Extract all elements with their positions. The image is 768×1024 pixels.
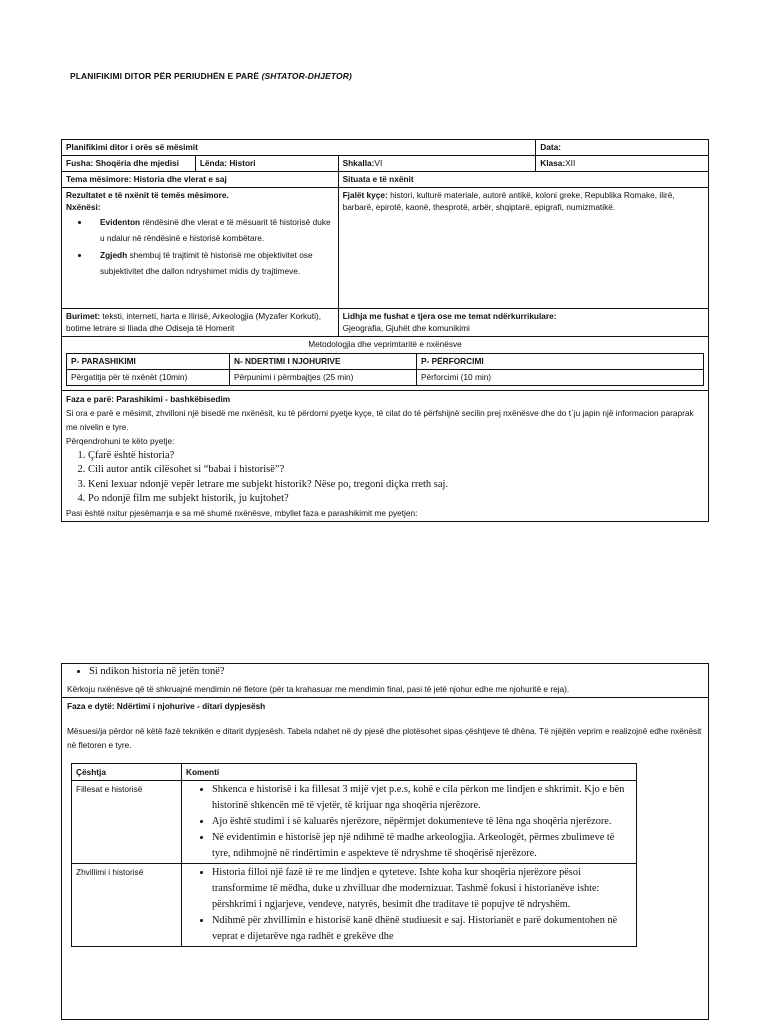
question5: • Si ndikon historia në jetën tonë? xyxy=(89,665,703,679)
issue-cell: Zhvillimi i historisë xyxy=(72,863,182,946)
continuation-table xyxy=(61,663,709,1020)
phase-title: N- NDERTIMI I NJOHURIVE xyxy=(230,354,417,370)
phase-desc: Përgatitja për të nxënët (10min) xyxy=(67,370,230,386)
fjalet-cell: Fjalët kyçe: histori, kulturë materiale, autorë antikë, koloni greke, Republika Romake, ilirë, barbarë, epirotë, kaonë, thesprotë, arbër, shqiptarë, epigrafi, numizmatikë. xyxy=(338,187,708,308)
tema-cell: Tema mësimore: Historia dhe vlerat e saj xyxy=(62,171,339,187)
questions-list xyxy=(66,449,704,506)
comment-cell xyxy=(182,781,637,864)
lenda-cell: Lënda: Histori xyxy=(195,155,338,171)
result-item: • Evidenton rëndësinë dhe vlerat e të mësuarit të historisë duke u ndalur në rëndësinë e historisë kombëtare. xyxy=(90,214,334,246)
faza1-focus: Përqendrohuni te këto pyetje: xyxy=(66,436,175,447)
issue-cell: Fillesat e historisë xyxy=(72,781,182,864)
result-item: • Zgjedh shembuj të trajtimit të historisë me objektivitet ose subjektivitet dhe dallon ndryshimet midis dy trajtimeve. xyxy=(90,247,334,279)
question-item: 3. Keni lexuar ndonjë vepër letrare me subjekt historik? Nëse po, tregoni diçka rreth saj. xyxy=(88,478,704,492)
question-item: 1. Çfarë është historia? xyxy=(88,449,704,463)
nxenesi-label: Nxënësi: xyxy=(66,202,101,213)
page-title xyxy=(70,71,352,81)
comments-table xyxy=(71,763,637,947)
faza1-heading: Faza e parë: Parashikimi - bashkëbisedim xyxy=(66,393,231,404)
lesson-plan-table xyxy=(61,139,709,522)
shkalla-cell: Shkalla:VI xyxy=(338,155,536,171)
question-item: 4. Po ndonjë film me subjekt historik, ju kujtohet? xyxy=(88,492,704,506)
header-komenti: Komenti xyxy=(182,763,637,781)
faza1-closing: Pasi është nxitur pjesëmarrja e sa më shumë nxënësve, mbyllet faza e parashikimit me pyetjen: xyxy=(66,507,418,518)
phases-table xyxy=(66,353,704,386)
comment-item: • Ajo është studimi i së kaluarës njerëzore, nëpërmjet dokumenteve të lëna nga shoqëria njerëzore. xyxy=(212,814,632,830)
plan-title-cell: Planifikimi ditor i orës së mësimit xyxy=(62,140,536,156)
burimet-cell: Burimet: teksti, interneti, harta e Ilirisë, Arkeologjia (Myzafer Korkuti), botime letrare si Iliada dhe Odiseja të Homerit xyxy=(62,308,339,337)
phase-desc: Përforcimi (10 min) xyxy=(417,370,704,386)
question-item: 2. Cili autor antik cilësohet si “babai i historisë”? xyxy=(88,463,704,477)
faza1-intro: Si ora e parë e mësimit, zhvilloni një bisedë me nxënësit, ku të përdorni pyetje kyçe, të cilat do të përfshijnë secilin prej nxënësve dhe do t`ju japin një informacion paraprak me nivelin e tyre. xyxy=(66,407,694,433)
title-sub: (SHTATOR-DHJETOR) xyxy=(261,71,352,81)
metodologjia-cell xyxy=(62,337,709,391)
faza2-heading: Faza e dytë: Ndërtimi i njohurive - ditari dypjesësh xyxy=(67,701,266,712)
phase-title: P- PARASHIKIMI xyxy=(67,354,230,370)
faza1-cell xyxy=(62,390,709,521)
metodologjia-title: Metodologjia dhe veprimtaritë e nxënësve xyxy=(308,339,462,350)
instruction-text: Kërkoju nxënësve që të shkruajnë mendimin në fletore (për ta krahasuar me mendimin final, pasi të jetë njohur edhe me njohuritë e reja). xyxy=(67,683,570,694)
rezultatet-cell xyxy=(62,187,339,308)
question5-cell xyxy=(62,664,709,698)
comment-item: • Shkenca e historisë i ka fillesat 3 mijë vjet p.e.s, kohë e cila përkon me lindjen e shkrimit. Kjo e bën historinë shkencën më të vjetër, të krijuar nga shoqëria njerëzore. xyxy=(212,782,632,814)
comment-item: • Ndihmë për zhvillimin e historisë kanë dhënë studiuesit e saj. Historianët e parë dokumentohen në veprat e dijetarëve nga radhët e grekëve dhe xyxy=(212,913,632,945)
date-cell: Data: xyxy=(536,140,709,156)
comment-cell xyxy=(182,863,637,946)
phase-title: P- PËRFORCIMI xyxy=(417,354,704,370)
comment-item: • Historia filloi një fazë të re me lindjen e qyteteve. Ishte koha kur shoqëria njerëzore pësoi transformime të mëdha, duke u zhvilluar dhe modernizuar. Tashmë fokusi i historianëve ishte: përshkrimi i ngjarjeve, vendeve, natyrës, besimit dhe traditave të popujve të ndryshëm. xyxy=(212,865,632,913)
klasa-cell: Klasa:XII xyxy=(536,155,709,171)
header-ceshtja: Çështja xyxy=(72,763,182,781)
faza2-cell xyxy=(62,698,709,1020)
rezultatet-heading: Rezultatet e të nxënit të temës mësimore. xyxy=(66,189,229,200)
comment-item: • Në evidentimin e historisë jep një ndihmë të madhe arkeologjia. Arkeologët, përmes zbulimeve të tyre, ndihmojnë në rindërtimin e aspekteve të ndryshme të shoqërisë njerëzore. xyxy=(212,830,632,862)
title-main: PLANIFIKIMI DITOR PËR PERIUDHËN E PARË xyxy=(70,71,262,81)
situata-cell: Situata e të nxënit xyxy=(338,171,708,187)
phase-desc: Përpunimi i përmbajtjes (25 min) xyxy=(230,370,417,386)
faza2-text: Mësuesi/ja përdor në këtë fazë teknikën e ditarit dypjesësh. Tabela ndahet në dy pjesë dhe plotësohet sipas çështjeve të dhëna. Të njëjtën veprim e realizojnë edhe nxënësit në fletoren e tyre. xyxy=(67,725,702,751)
fusha-cell: Fusha: Shoqëria dhe mjedisi xyxy=(62,155,196,171)
lidhja-cell: Lidhja me fushat e tjera ose me temat ndërkurrikulare: Gjeografia, Gjuhët dhe komunikimi xyxy=(338,308,708,337)
